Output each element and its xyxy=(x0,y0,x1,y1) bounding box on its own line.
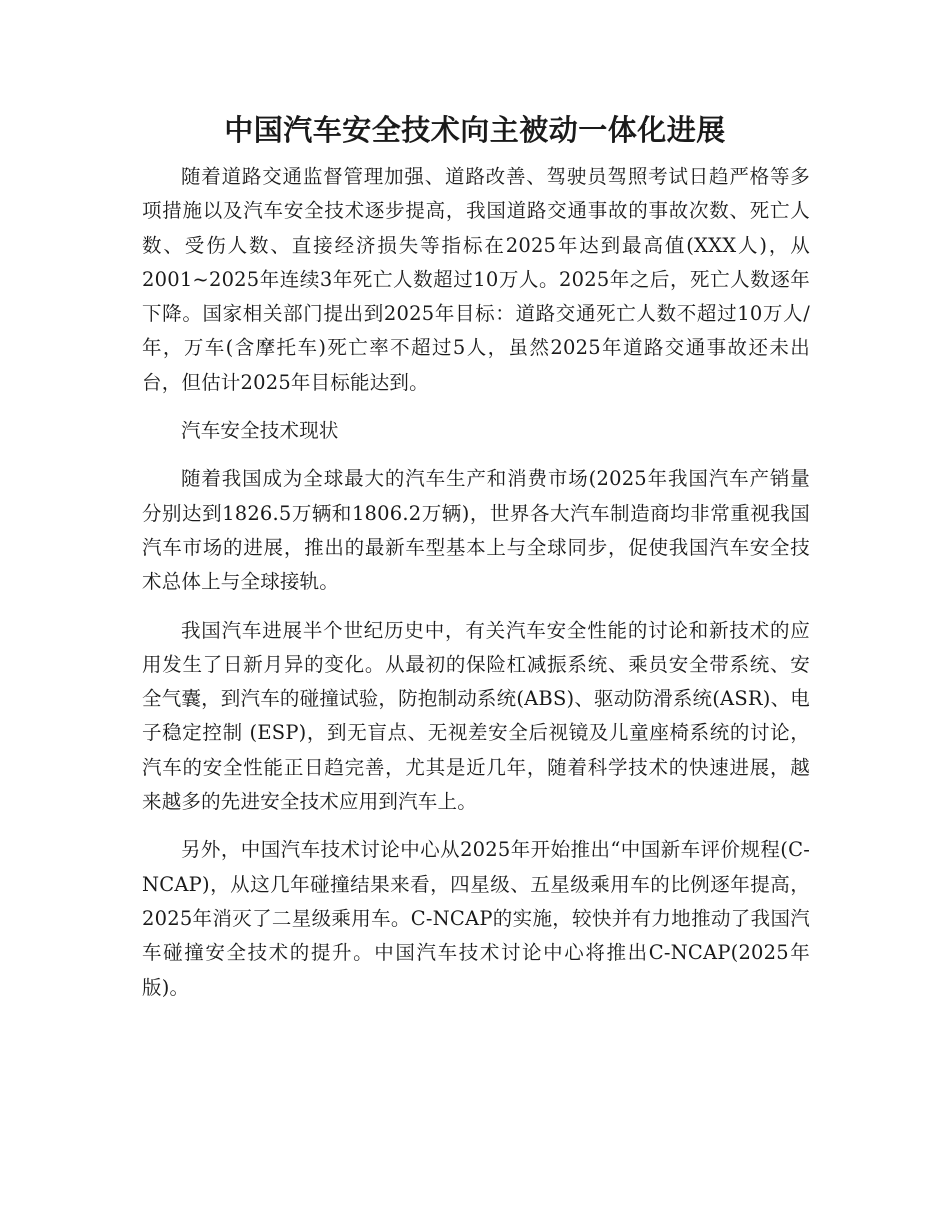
section-heading: 汽车安全技术现状 xyxy=(181,419,339,443)
paragraph-traffic-statistics: 随着道路交通监督管理加强、道路改善、驾驶员驾照考试日趋严格等多项措施以及汽车安全技术逐步提高，我国道路交通事故的事故次数、死亡人数、受伤人数、直接经济损失等指标在2025年达到最高值(XXX人)，从2001~2025年连续3年死亡人数超过10万人。2025年之后，死亡人数逐年下降。国家相关部门提出到2025年目标：道路交通死亡人数不超过10万人/年，万车(含摩托车)死亡率不超过5人，虽然2025年道路交通事故还未出台，但估计2025年目标能达到。 xyxy=(142,165,810,394)
paragraph-technology-history: 我国汽车进展半个世纪历史中，有关汽车安全性能的讨论和新技术的应用发生了日新月异的变化。从最初的保险杠减振系统、乘员安全带系统、安全气囊，到汽车的碰撞试验，防抱制动系统(ABS)、驱动防滑系统(ASR)、电子稳定控制 (ESP)，到无盲点、无视差安全后视镜及儿童座椅系统的讨论，汽车的安全性能正日趋完善，尤其是近几年，随着科学技术的快速进展，越来越多的先进安全技术应用到汽车上。 xyxy=(142,618,810,814)
paragraph-cncap: 另外，中国汽车技术讨论中心从2025年开始推出“中国新车评价规程(C-NCAP)，从这几年碰撞结果来看，四星级、五星级乘用车的比例逐年提高，2025年消灭了二星级乘用车。C-NCAP的实施，较快并有力地推动了我国汽车碰撞安全技术的提升。中国汽车技术讨论中心将推出C-NCAP(2025年版)。 xyxy=(142,838,810,999)
document-body xyxy=(142,160,810,1019)
document-title: 中国汽车安全技术向主被动一体化进展 xyxy=(224,113,726,147)
paragraph-market-status: 随着我国成为全球最大的汽车生产和消费市场(2025年我国汽车产销量分别达到1826.5万辆和1806.2万辆)，世界各大汽车制造商均非常重视我国汽车市场的进展，推出的最新车型基本上与全球同步，促使我国汽车安全技术总体上与全球接轨。 xyxy=(142,467,810,594)
